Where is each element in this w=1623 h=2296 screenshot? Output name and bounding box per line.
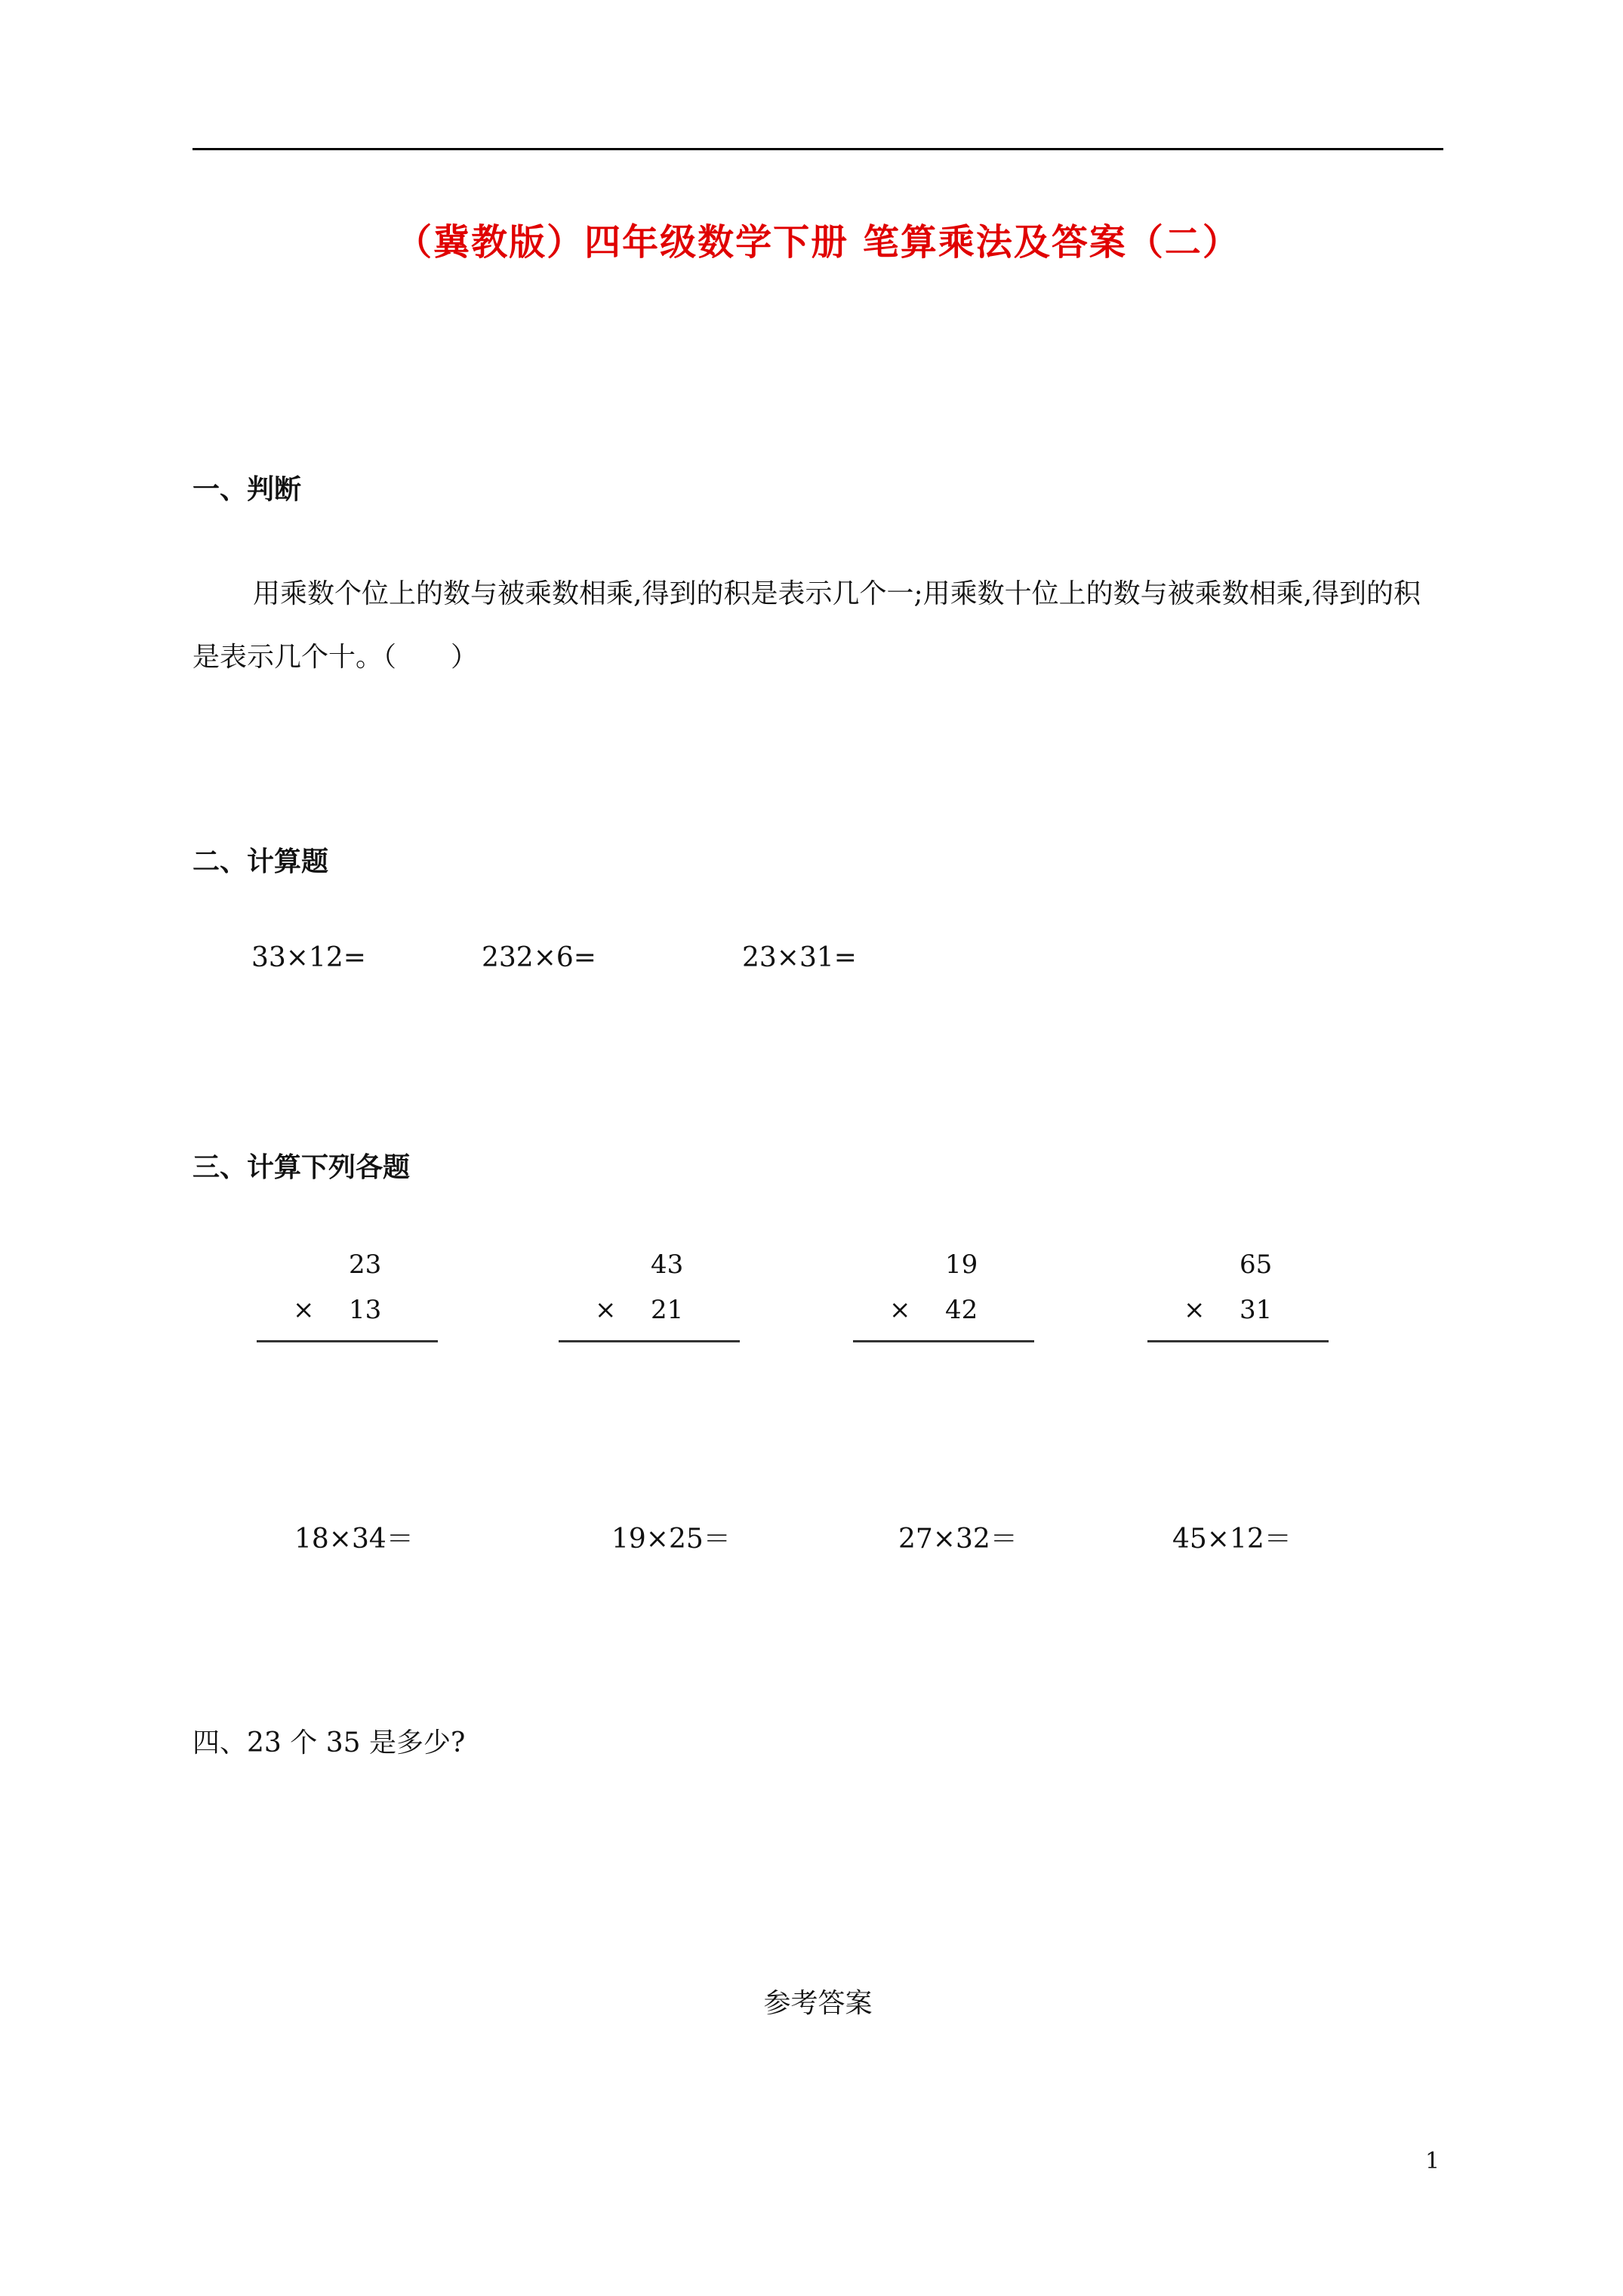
calc-item: 33×12= (251, 942, 366, 973)
answer-line (559, 1340, 740, 1342)
section-1-heading: 一、判断 (192, 474, 302, 505)
calc-item: 45×12＝ (1172, 1524, 1292, 1555)
multiplier: 31 (1240, 1295, 1273, 1325)
answer-line (853, 1340, 1034, 1342)
section-3-heading: 三、计算下列各题 (192, 1152, 411, 1183)
multiplicand: 43 (651, 1250, 684, 1280)
multiply-sign: × (889, 1295, 911, 1325)
section-1-question: 用乘数个位上的数与被乘数相乘,得到的积是表示几个一;用乘数十位上的数与被乘数相乘,得到的积是表示几个十。（ ） (192, 578, 1421, 673)
page-number: 1 (1425, 2148, 1440, 2174)
answer-line (1147, 1340, 1329, 1342)
multiplicand: 23 (349, 1250, 382, 1280)
calc-item: 27×32＝ (898, 1524, 1018, 1555)
answer-line (257, 1340, 438, 1342)
calc-item: 18×34＝ (294, 1524, 414, 1555)
section-4-question: 四、23 个 35 是多少? (192, 1727, 466, 1758)
vertical-multiplication (257, 1250, 438, 1355)
calc-item: 232×6= (482, 942, 596, 973)
answers-heading: 参考答案 (763, 1988, 873, 2019)
calc-item: 23×31= (742, 942, 857, 973)
multiply-sign: × (1184, 1295, 1206, 1325)
multiplier: 21 (651, 1295, 684, 1325)
multiply-sign: × (595, 1295, 617, 1325)
vertical-multiplication (1147, 1250, 1329, 1355)
multiplier: 13 (349, 1295, 382, 1325)
multiplicand: 19 (945, 1250, 978, 1280)
multiplier: 42 (945, 1295, 978, 1325)
section-2-heading: 二、计算题 (192, 846, 329, 877)
page-title: （冀教版）四年级数学下册 笔算乘法及答案（二） (396, 221, 1240, 264)
vertical-multiplication (853, 1250, 1034, 1355)
multiplicand: 65 (1240, 1250, 1273, 1280)
header-rule (192, 148, 1443, 150)
calc-item: 19×25＝ (611, 1524, 731, 1555)
vertical-multiplication (559, 1250, 740, 1355)
multiply-sign: × (293, 1295, 315, 1325)
